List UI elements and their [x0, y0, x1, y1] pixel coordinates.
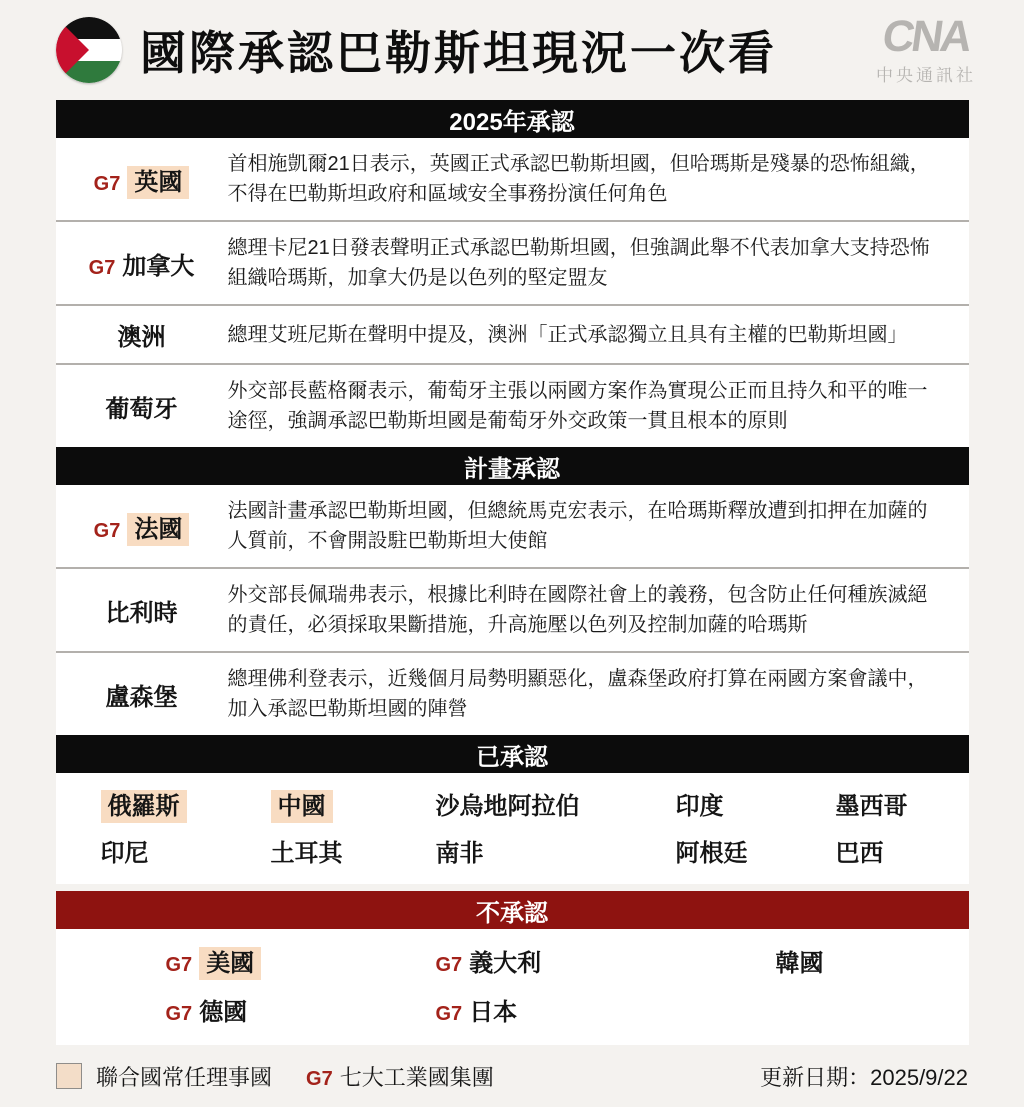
country-name: 比利時 [105, 599, 178, 627]
g7-badge: G7 [93, 172, 121, 195]
country-entry [271, 786, 333, 821]
row-description: 首相施凱爾21日表示，英國正式承認巴勒斯坦國，但哈瑪斯是殘暴的恐怖組織，不得在巴勒斯坦政府和區域安全事務扮演任何角色 [227, 153, 930, 205]
section-header-black: 2025年承認 [56, 100, 969, 138]
country-name: 葡萄牙 [105, 395, 178, 423]
country-cell [676, 833, 836, 868]
country-name: 南非 [435, 840, 484, 867]
country-name: 中國 [271, 790, 333, 823]
row-country [56, 162, 228, 197]
country-cell [836, 833, 969, 868]
country-cell [436, 833, 676, 868]
country-name: 德國 [199, 999, 248, 1026]
row-country [56, 389, 228, 424]
country-entry [836, 786, 908, 821]
country-cell [436, 786, 676, 821]
table-row [56, 304, 969, 363]
section-header-black: 已承認 [56, 735, 969, 773]
country-entry [676, 833, 748, 868]
country-cell [676, 786, 836, 821]
g7-badge: G7 [88, 256, 116, 279]
recognized-country-grid [56, 773, 969, 884]
country-entry [436, 786, 580, 821]
country-name: 土耳其 [270, 840, 343, 867]
country-name: 加拿大 [122, 252, 195, 280]
country-name: 墨西哥 [835, 793, 908, 820]
legend-g7-label: 七大工業國集團 [339, 1064, 494, 1090]
country-name: 俄羅斯 [101, 790, 187, 823]
country-cell [166, 992, 436, 1027]
page-title: 國際承認巴勒斯坦現況一次看 [140, 27, 777, 79]
country-entry [94, 509, 190, 544]
cna-logo-letters: CNA [879, 11, 973, 61]
country-name: 沙烏地阿拉伯 [435, 793, 580, 820]
row-description: 總理卡尼21日發表聲明正式承認巴勒斯坦國，但強調此舉不代表加拿大支持恐怖組織哈瑪斯，加拿大仍是以色列的堅定盟友 [227, 237, 930, 289]
g7-badge: G7 [93, 519, 121, 542]
row-description: 外交部長藍格爾表示，葡萄牙主張以兩國方案作為實現公正而且持久和平的唯一途徑，強調承認巴勒斯坦國是葡萄牙外交政策一貫且根本的原則 [227, 380, 928, 432]
country-name: 英國 [127, 166, 189, 199]
country-cell [166, 943, 436, 978]
country-entry [776, 943, 824, 978]
update-date: 更新日期：2025/9/22 [760, 1064, 968, 1090]
g7-badge: G7 [165, 1003, 193, 1025]
row-country [56, 677, 228, 712]
country-name: 義大利 [469, 950, 542, 977]
row-description: 總理佛利登表示，近幾個月局勢明顯惡化，盧森堡政府打算在兩國方案會議中，加入承認巴勒斯坦國的陣營 [227, 668, 928, 720]
g7-badge: G7 [165, 954, 193, 976]
country-name: 巴西 [835, 840, 884, 867]
table-row [56, 567, 969, 651]
country-entry [836, 833, 884, 868]
country-entry [436, 943, 542, 978]
palestine-flag-icon [56, 17, 122, 83]
country-entry [436, 992, 518, 1027]
country-name: 印度 [675, 793, 724, 820]
g7-badge: G7 [435, 1003, 463, 1025]
country-entry [101, 786, 187, 821]
country-cell [836, 786, 969, 821]
country-name: 盧森堡 [105, 683, 178, 711]
country-name: 法國 [127, 513, 189, 546]
footer [0, 1045, 1024, 1107]
country-cell [776, 943, 969, 978]
country-entry [676, 786, 724, 821]
country-entry [94, 162, 190, 197]
country-name: 印尼 [100, 840, 149, 867]
section-header-black: 計畫承認 [56, 447, 969, 485]
g7-badge: G7 [435, 954, 463, 976]
country-entry [106, 677, 178, 712]
country-name: 澳洲 [117, 324, 166, 351]
country-cell [101, 833, 271, 868]
country-entry [166, 943, 262, 978]
country-entry [106, 593, 178, 628]
row-description: 總理艾班尼斯在聲明中提及，澳洲「正式承認獨立且具有主權的巴勒斯坦國」 [227, 323, 908, 346]
legend-g7 [306, 1061, 494, 1092]
country-cell [271, 833, 436, 868]
country-cell [101, 786, 271, 821]
row-country [56, 593, 228, 628]
country-name: 美國 [199, 947, 261, 980]
country-entry [436, 833, 484, 868]
country-entry [166, 992, 248, 1027]
table-row [56, 220, 969, 304]
cna-logo [876, 11, 976, 86]
country-name: 阿根廷 [675, 840, 748, 867]
section-header-red: 不承認 [56, 891, 969, 929]
country-entry [106, 389, 178, 424]
table-row [56, 651, 969, 735]
header [0, 0, 1024, 100]
row-description: 外交部長佩瑞弗表示，根據比利時在國際社會上的義務，包含防止任何種族滅絕的責任，必須採取果斷措施，升高施壓以色列及控制加薩的哈瑪斯 [227, 584, 928, 636]
table-row [56, 485, 969, 567]
country-entry [271, 833, 343, 868]
country-name: 韓國 [775, 950, 824, 977]
not-recognized-country-grid [56, 929, 969, 1045]
country-entry [89, 246, 195, 281]
country-cell [436, 943, 776, 978]
row-country [56, 317, 228, 352]
country-name: 日本 [469, 999, 518, 1026]
country-cell [271, 786, 436, 821]
row-description: 法國計畫承認巴勒斯坦國，但總統馬克宏表示，在哈瑪斯釋放遭到扣押在加薩的人質前，不會開設駐巴勒斯坦大使館 [227, 500, 928, 552]
cna-logo-caption: 中央通訊社 [876, 65, 976, 85]
un-permanent-member-swatch-icon [56, 1063, 82, 1089]
row-country [56, 509, 228, 544]
infographic-body [56, 100, 969, 1045]
row-country [56, 246, 228, 281]
table-row [56, 138, 969, 220]
legend-un-label: 聯合國常任理事國 [96, 1064, 273, 1090]
country-entry [118, 317, 166, 352]
g7-badge: G7 [306, 1067, 333, 1090]
country-cell [436, 992, 776, 1027]
country-entry [101, 833, 149, 868]
table-row [56, 363, 969, 447]
